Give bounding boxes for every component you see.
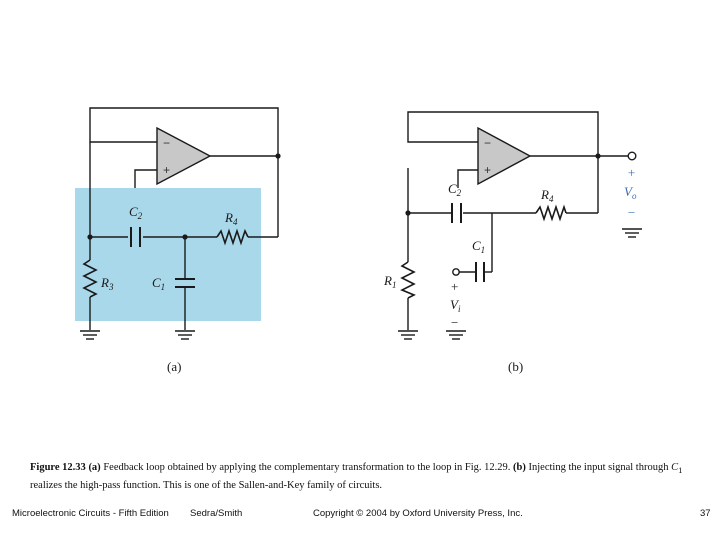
ground-b-left xyxy=(398,331,418,339)
caption-part-b-text-1: Injecting the input signal through xyxy=(528,462,669,473)
vi-plus: + xyxy=(451,279,459,294)
capacitor-c1-b xyxy=(476,262,484,282)
label-vi: $V_i$ xyxy=(450,297,461,314)
label-vo: $V_o$ xyxy=(624,184,637,201)
resistor-r4-b xyxy=(536,207,566,219)
label-c1-b: $C_1$ xyxy=(472,238,486,255)
output-terminal xyxy=(628,152,636,160)
label-r4-b: $R_4$ xyxy=(541,187,554,204)
highlight-region xyxy=(75,188,261,321)
opamp-a-minus: − xyxy=(163,136,171,150)
ground-a-right xyxy=(175,331,195,339)
vo-minus: − xyxy=(627,205,636,220)
caption-part-b-c-sub: 1 xyxy=(678,465,683,476)
caption-part-a-text: Feedback loop obtained by applying the complementary transformation to the loop in Fig. 12.29. xyxy=(103,462,511,473)
capacitor-c2-b xyxy=(452,203,461,223)
caption-part-b-marker: (b) xyxy=(513,462,526,473)
label-r1-b: $R_1$ xyxy=(384,273,397,290)
caption-part-a-marker: (a) xyxy=(88,462,101,473)
resistor-r1-b xyxy=(402,262,414,298)
opamp-a-plus: + xyxy=(163,163,171,177)
opamp-b-plus: + xyxy=(484,163,492,177)
label-r4-a: $R_4$ xyxy=(225,210,238,227)
vo-plus: + xyxy=(627,165,636,180)
label-r3-a: $R_3$ xyxy=(101,275,114,292)
circuit-a xyxy=(75,108,281,374)
panel-label-a: (a) xyxy=(167,359,182,374)
label-c1-a: $C_1$ xyxy=(152,275,166,292)
footer-copyright: Copyright © 2004 by Oxford University Press, Inc. xyxy=(313,508,523,519)
input-terminal xyxy=(453,269,459,275)
ground-b-output xyxy=(622,229,642,237)
label-c2-b: $C_2$ xyxy=(448,181,462,198)
label-c2-a: $C_2$ xyxy=(129,204,143,221)
ground-b-input xyxy=(446,331,466,339)
panel-label-b: (b) xyxy=(508,359,524,374)
caption-figure-number: Figure 12.33 xyxy=(30,462,86,473)
ground-a-left xyxy=(80,331,100,339)
footer-page-number: 37 xyxy=(700,508,711,519)
figure-caption xyxy=(30,460,700,493)
vi-minus: − xyxy=(451,315,459,330)
footer-authors: Sedra/Smith xyxy=(190,508,243,519)
circuit-b xyxy=(383,112,642,374)
caption-part-b-c: C xyxy=(671,462,679,473)
footer-book-title: Microelectronic Circuits - Fifth Edition xyxy=(12,508,169,519)
opamp-b-minus: − xyxy=(484,136,492,150)
caption-part-b-text-2: realizes the high-pass function. This is one of the Sallen-and-Key family of circuits. xyxy=(30,480,383,492)
